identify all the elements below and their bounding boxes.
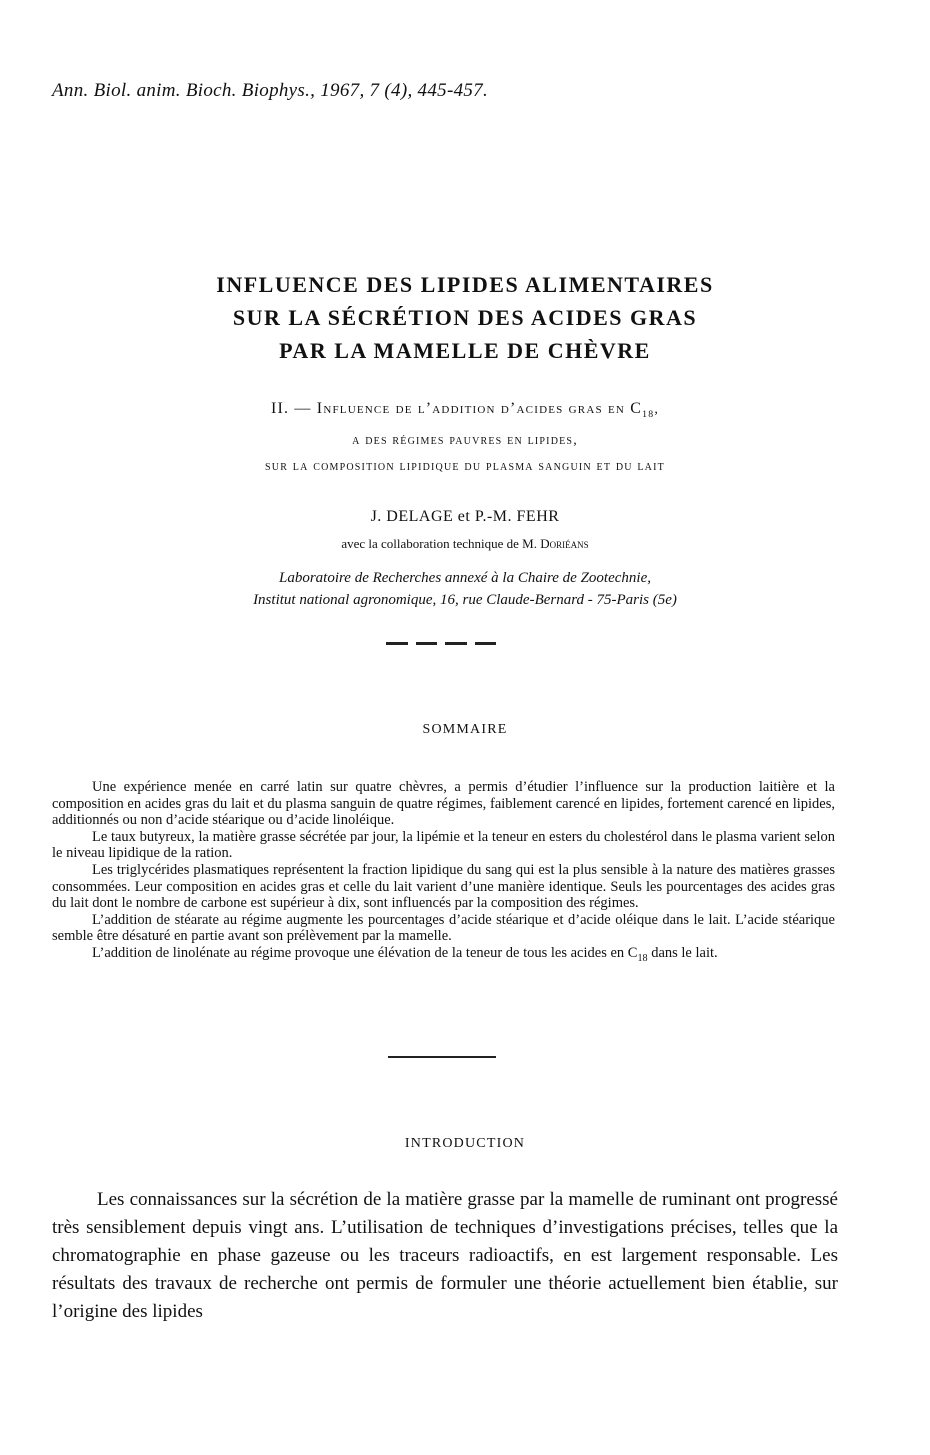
separator-dashes: [386, 642, 496, 645]
introduction-heading: INTRODUCTION: [404, 1136, 526, 1151]
title-line-3: PAR LA MAMELLE DE CHÈVRE: [279, 338, 651, 363]
summary-paragraph: Les triglycérides plasmatiques représentent la fraction lipidique du sang qui est la plus sensible à la nature des matières grasses consommées. Leur composition en acides gras et celle du lait varient d’une manière identique. Seuls les pourcentages des acides gras du lait dont le nombre de carbone est supérieur à dix, sont influencés par la composition des régimes.: [52, 861, 835, 912]
article-title: [0, 268, 930, 367]
title-line-1: INFLUENCE DES LIPIDES ALIMENTAIRES: [216, 272, 714, 297]
article-subtitle: [0, 396, 930, 480]
authors: J. DELAGE et P.-M. FEHR: [370, 508, 560, 525]
laboratory-line-1: Laboratoire de Recherches annexé à la Chaire de Zootechnie,: [279, 570, 651, 586]
introduction-paragraph: Les connaissances sur la sécrétion de la matière grasse par la mamelle de ruminant ont progressé très sensiblement depuis vingt ans. L’utilisation de techniques d’investigations précises, telles que la chromatographie en phase gazeuse ou les traceurs radioactifs, en est largement responsable. Les résultats des travaux de recherche ont permis de formuler une théorie actuellement bien établie, sur l’origine des lipides: [52, 1189, 838, 1322]
collaboration-note: avec la collaboration technique de M. Doriéans: [341, 536, 589, 551]
laboratory-line-2: Institut national agronomique, 16, rue Claude-Bernard - 75-Paris (5e): [253, 592, 677, 608]
summary-heading: SOMMAIRE: [422, 722, 508, 737]
summary-paragraph: L’addition de stéarate au régime augmente les pourcentages d’acide stéarique et d’acide oléique dans le lait. L’acide stéarique semble être désaturé en partie avant son prélèvement par la mamelle.: [52, 911, 835, 945]
introduction-body: [52, 1186, 838, 1326]
journal-citation: Ann. Biol. anim. Bioch. Biophys., 1967, 7 (4), 445-457.: [52, 80, 489, 101]
summary-paragraph: Une expérience menée en carré latin sur quatre chèvres, a permis d’étudier l’influence sur la production laitière et la composition en acides gras du lait et du plasma sanguin de quatre régimes, faiblement carencé en lipides, fortement carencé en lipides, additionnés ou non d’acide stéarique ou d’acide linoléique.: [52, 779, 835, 829]
laboratory-affiliation: [0, 567, 930, 611]
summary-paragraph: L’addition de linolénate au régime provoque une élévation de la teneur de tous les acides en $C_{18}$ dans le lait.: [92, 944, 718, 964]
summary-body: [52, 779, 835, 967]
title-line-2: SUR LA SÉCRÉTION DES ACIDES GRAS: [232, 305, 698, 330]
section-rule: [388, 1056, 496, 1058]
summary-paragraph: Le taux butyreux, la matière grasse sécrétée par jour, la lipémie et la teneur en esters du cholestérol dans le plasma varient selon le niveau lipidique de la ration.: [52, 828, 835, 862]
subtitle-line-3: sur la composition lipidique du plasma sanguin et du lait: [265, 458, 665, 474]
subtitle-line-2: a des régimes pauvres en lipides,: [352, 432, 578, 448]
subtitle-line-1: II. — Influence de l’addition d’acides gras en $C_{18}$,: [270, 400, 660, 420]
